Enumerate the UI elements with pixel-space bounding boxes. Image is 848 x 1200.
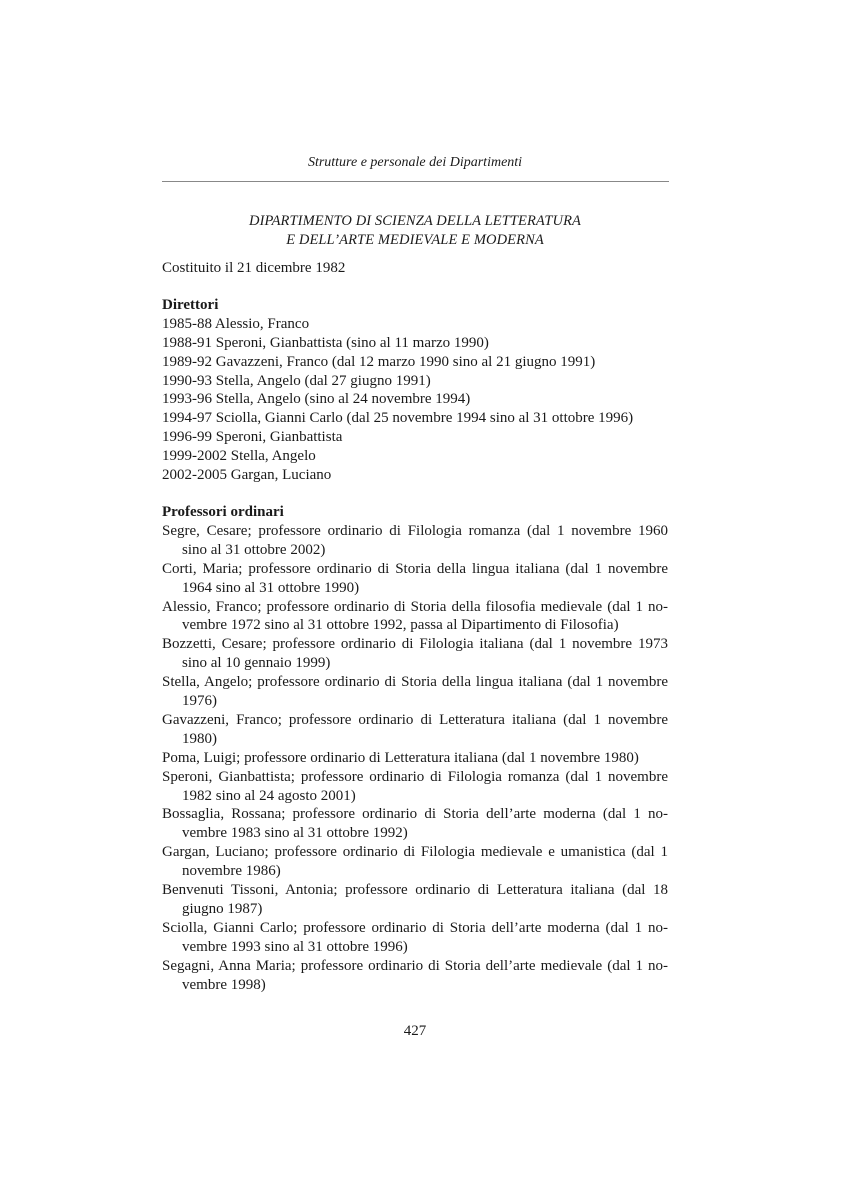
department-title: [162, 212, 668, 250]
professor-entry-continuation: sino al 10 gennaio 1999): [182, 655, 331, 672]
founded-date: Costituito il 21 dicembre 1982: [162, 260, 346, 276]
professor-entry-continuation: giugno 1987): [182, 901, 263, 917]
professor-entry: [162, 560, 668, 598]
professor-entry: [162, 919, 668, 957]
professor-entry: [162, 749, 668, 768]
professor-entry-line: Gargan, Luciano; professore ordinario di Filologia medievale e umanistica (dal 1: [162, 844, 668, 861]
professor-entry: [162, 805, 668, 843]
professors-list: [162, 522, 668, 995]
professor-entry-continuation: 1982 sino al 24 agosto 2001): [182, 787, 356, 804]
director-entry: 1994-97 Sciolla, Gianni Carlo (dal 25 novembre 1994 sino al 31 ottobre 1996): [162, 410, 634, 427]
professor-entry-line: Poma, Luigi; professore ordinario di Letteratura italiana (dal 1 novembre 1980): [162, 749, 639, 766]
director-entry: 1988-91 Speroni, Gianbattista (sino al 11 marzo 1990): [162, 334, 489, 351]
director-entry: 2002-2005 Gargan, Luciano: [162, 467, 332, 484]
professor-entry: [162, 673, 668, 711]
professor-entry-continuation: vembre 1998): [182, 976, 266, 993]
professor-entry-line: Segagni, Anna Maria; professore ordinario di Storia dell’arte medievale (dal 1 no-: [162, 957, 668, 974]
professor-entry: [162, 843, 668, 881]
director-entry: 1989-92 Gavazzeni, Franco (dal 12 marzo 1990 sino al 21 giugno 1991): [162, 353, 596, 370]
director-entry: 1993-96 Stella, Angelo (sino al 24 novembre 1994): [162, 391, 471, 408]
director-entry: 1999-2002 Stella, Angelo: [162, 448, 316, 465]
professor-entry-continuation: vembre 1972 sino al 31 ottobre 1992, passa al Dipartimento di Filosofia): [182, 617, 619, 634]
professor-entry: [162, 598, 668, 636]
professor-entry-line: Benvenuti Tissoni, Antonia; professore ordinario di Letteratura italiana (dal 18: [162, 882, 668, 899]
professor-entry-continuation: novembre 1986): [182, 863, 281, 880]
professor-entry: [162, 635, 668, 673]
professor-entry: [162, 711, 668, 749]
header-rule: [162, 181, 669, 182]
professor-entry: [162, 881, 668, 919]
professor-entry-line: Segre, Cesare; professore ordinario di Filologia romanza (dal 1 novembre 1960: [162, 522, 668, 539]
professor-entry-line: Stella, Angelo; professore ordinario di Storia della lingua italiana (dal 1 novembre: [162, 674, 668, 691]
professor-entry: [162, 522, 668, 560]
professor-entry: [162, 957, 668, 995]
professor-entry-line: Corti, Maria; professore ordinario di Storia della lingua italiana (dal 1 novembre: [162, 560, 668, 577]
professor-entry: [162, 768, 668, 806]
professor-entry-continuation: vembre 1983 sino al 31 ottobre 1992): [182, 825, 408, 842]
director-entry: 1996-99 Speroni, Gianbattista: [162, 429, 343, 446]
professor-entry-line: Alessio, Franco; professore ordinario di Storia della filosofia medievale (dal 1 no-: [162, 598, 668, 615]
professor-entry-line: Bozzetti, Cesare; professore ordinario di Filologia italiana (dal 1 novembre 1973: [162, 636, 668, 653]
professor-entry-line: Gavazzeni, Franco; professore ordinario di Letteratura italiana (dal 1 novembre: [162, 711, 668, 728]
professor-entry-line: Sciolla, Gianni Carlo; professore ordinario di Storia dell’arte moderna (dal 1 no-: [162, 919, 668, 936]
professor-entry-continuation: 1976): [182, 693, 217, 710]
title-line-1: DIPARTIMENTO DI SCIENZA DELLA LETTERATURA: [249, 213, 581, 229]
professors-heading: Professori ordinari: [162, 503, 284, 520]
title-line-2: E DELL’ARTE MEDIEVALE E MODERNA: [286, 232, 544, 248]
professor-entry-line: Bossaglia, Rossana; professore ordinario di Storia dell’arte moderna (dal 1 no-: [162, 806, 668, 823]
director-entry: 1990-93 Stella, Angelo (dal 27 giugno 1991): [162, 372, 431, 389]
directors-heading: Direttori: [162, 296, 219, 313]
professor-entry-continuation: 1980): [182, 730, 217, 747]
directors-list: [162, 315, 668, 485]
professor-entry-continuation: sino al 31 ottobre 2002): [182, 541, 326, 558]
page-number: 427: [403, 1023, 427, 1039]
professor-entry-continuation: 1964 sino al 31 ottobre 1990): [182, 579, 360, 596]
director-entry: 1985-88 Alessio, Franco: [162, 315, 310, 332]
professor-entry-continuation: vembre 1993 sino al 31 ottobre 1996): [182, 938, 408, 955]
professor-entry-line: Speroni, Gianbattista; professore ordinario di Filologia romanza (dal 1 novembre: [162, 768, 668, 785]
page-content: [162, 259, 668, 995]
running-head: Strutture e personale dei Dipartimenti: [307, 155, 523, 170]
